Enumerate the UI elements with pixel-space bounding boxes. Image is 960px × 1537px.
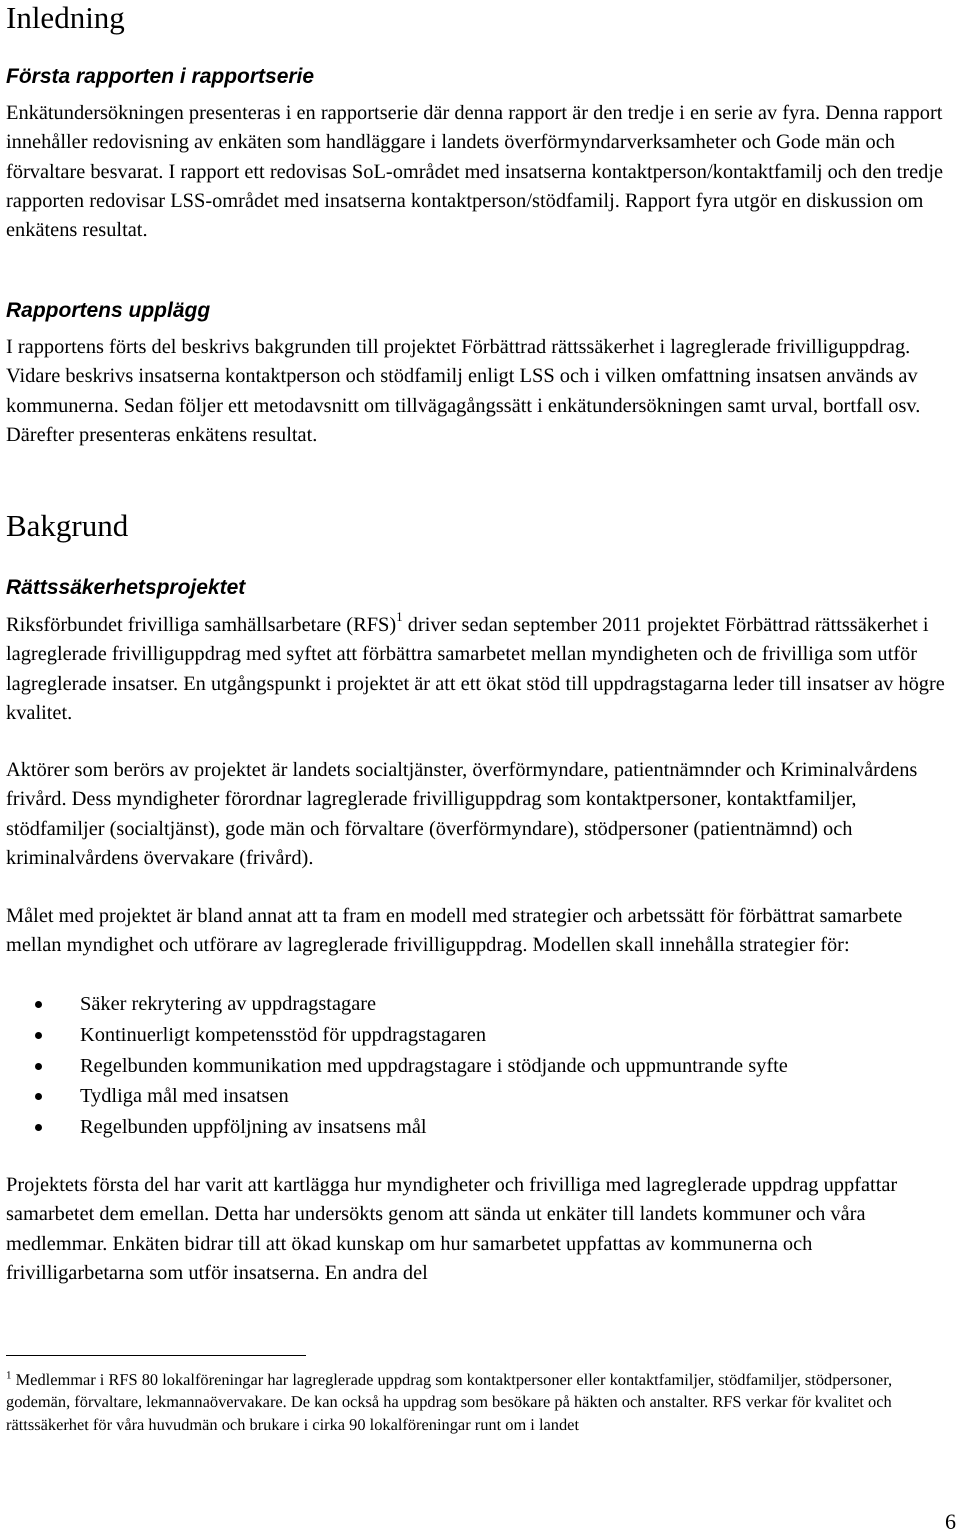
- list-item-text: Regelbunden uppföljning av insatsens mål: [80, 1116, 427, 1139]
- footnote: [6, 1369, 954, 1436]
- paragraph-rfs-projekt-start: Riksförbundet frivilliga samhällsarbetare (RFS): [6, 614, 397, 636]
- bullet-icon: [35, 1001, 42, 1008]
- list-item: [6, 989, 954, 1020]
- list-item-text: Regelbunden kommunikation med uppdragstagare i stödjande och uppmuntrande syfte: [80, 1054, 788, 1077]
- paragraph-rapportserie: Enkätundersökningen presenteras i en rapportserie där denna rapport är den tredje i en serie av fyra. Denna rapport innehåller redovisning av enkäten som handläggare i landets överförmyndarverksamheter och Gode män och förvaltare besvarat. I rapport ett redovisas SoL-området med insatserna kontaktperson/kontaktfamilj och den tredje rapporten redovisar LSS-området med insatserna kontaktperson/stödfamilj. Rapport fyra utgör en diskussion om enkätens resultat.: [6, 102, 944, 242]
- list-item: [6, 1081, 954, 1112]
- heading-inledning: Inledning: [6, 0, 125, 35]
- paragraph-rfs-projekt: [6, 611, 954, 728]
- list-item: [6, 1112, 954, 1143]
- bullet-icon: [35, 1032, 42, 1039]
- paragraph-malet: Målet med projektet är bland annat att ta fram en modell med strategier och arbetssätt för förbättrat samarbete mellan myndighet och utförare av lagreglerade frivilliguppdrag. Modellen skall innehålla strategier för:: [6, 905, 903, 957]
- list-item-text: Kontinuerligt kompetensstöd för uppdragstagaren: [80, 1023, 487, 1046]
- footnote-text: Medlemmar i RFS 80 lokalföreningar har lagreglerade uppdrag som kontaktpersoner eller kontaktfamiljer, stödfamiljer, stödpersoner, godemän, förvaltare, lekmannaövervakare. De kan också ha uppdrag som besökare på häkten och anstalter. RFS verkar för kvalitet och rättssäkerhet för våra huvudmän och brukare i cirka 90 lokalföreningar runt om i landet: [6, 1370, 893, 1434]
- subheading-rapportens-upplagg: Rapportens upplägg: [6, 299, 211, 322]
- paragraph-projektets-forsta-del: Projektets första del har varit att kartlägga hur myndigheter och frivilliga med lagreglerade uppdrag uppfattar samarbetet dem emellan. Detta har undersökts genom att sända ut enkäter till landets kommuner och våra medlemmar. Enkäten bidrar till att ökad kunskap om hur samarbetet uppfattas av kommunerna och frivilligarbetarna som utför insatserna. En andra del: [6, 1174, 898, 1284]
- paragraph-rfs-projekt-rest: driver sedan september 2011 projektet Förbättrad rättssäkerhet i lagreglerade frivilliguppdrag med syftet att förbättra samarbetet mellan myndigheten och de frivilliga som utför lagreglerade insatser. En utgångspunkt i projektet är att ett ökat stöd till uppdragstagarna leder till insatser av högre kvalitet.: [6, 614, 945, 724]
- footnote-reference[interactable]: 1: [396, 609, 403, 625]
- bullet-icon: [35, 1093, 42, 1100]
- footnote-marker: 1: [6, 1369, 12, 1382]
- bullet-icon: [35, 1063, 42, 1070]
- list-item: [6, 1051, 954, 1082]
- paragraph-upplagg: I rapportens förts del beskrivs bakgrunden till projektet Förbättrad rättssäkerhet i lagreglerade frivilliguppdrag. Vidare beskrivs insatserna kontaktperson och stödfamilj enligt LSS och i vilken omfattning insatsen används av kommunerna. Sedan följer ett metodavsnitt om tillvägagångssätt i enkätundersökningen samt urval, bortfall osv. Därefter presenteras enkätens resultat.: [6, 336, 921, 446]
- subheading-forsta-rapporten: Första rapporten i rapportserie: [6, 65, 315, 88]
- subheading-rattssakerhetsprojektet: Rättssäkerhetsprojektet: [6, 576, 246, 599]
- list-item-text: Säker rekrytering av uppdragstagare: [80, 993, 377, 1015]
- strategy-bullet-list: [6, 989, 954, 1143]
- footnote-separator: [6, 1355, 306, 1356]
- list-item: [6, 1020, 954, 1051]
- paragraph-aktorer: Aktörer som berörs av projektet är landets socialtjänster, överförmyndare, patientnämnder och Kriminalvårdens frivård. Dess myndigheter förordnar lagreglerade frivilliguppdrag som kontaktpersoner, kontaktfamiljer, stödfamiljer (socialtjänst), gode män och förvaltare (överförmyndare), stödpersoner (patientnämnd) och kriminalvårdens övervakare (frivård).: [6, 759, 918, 869]
- bullet-icon: [35, 1124, 42, 1131]
- list-item-text: Tydliga mål med insatsen: [80, 1085, 289, 1108]
- page-number: 6: [945, 1509, 956, 1534]
- heading-bakgrund: Bakgrund: [6, 508, 129, 543]
